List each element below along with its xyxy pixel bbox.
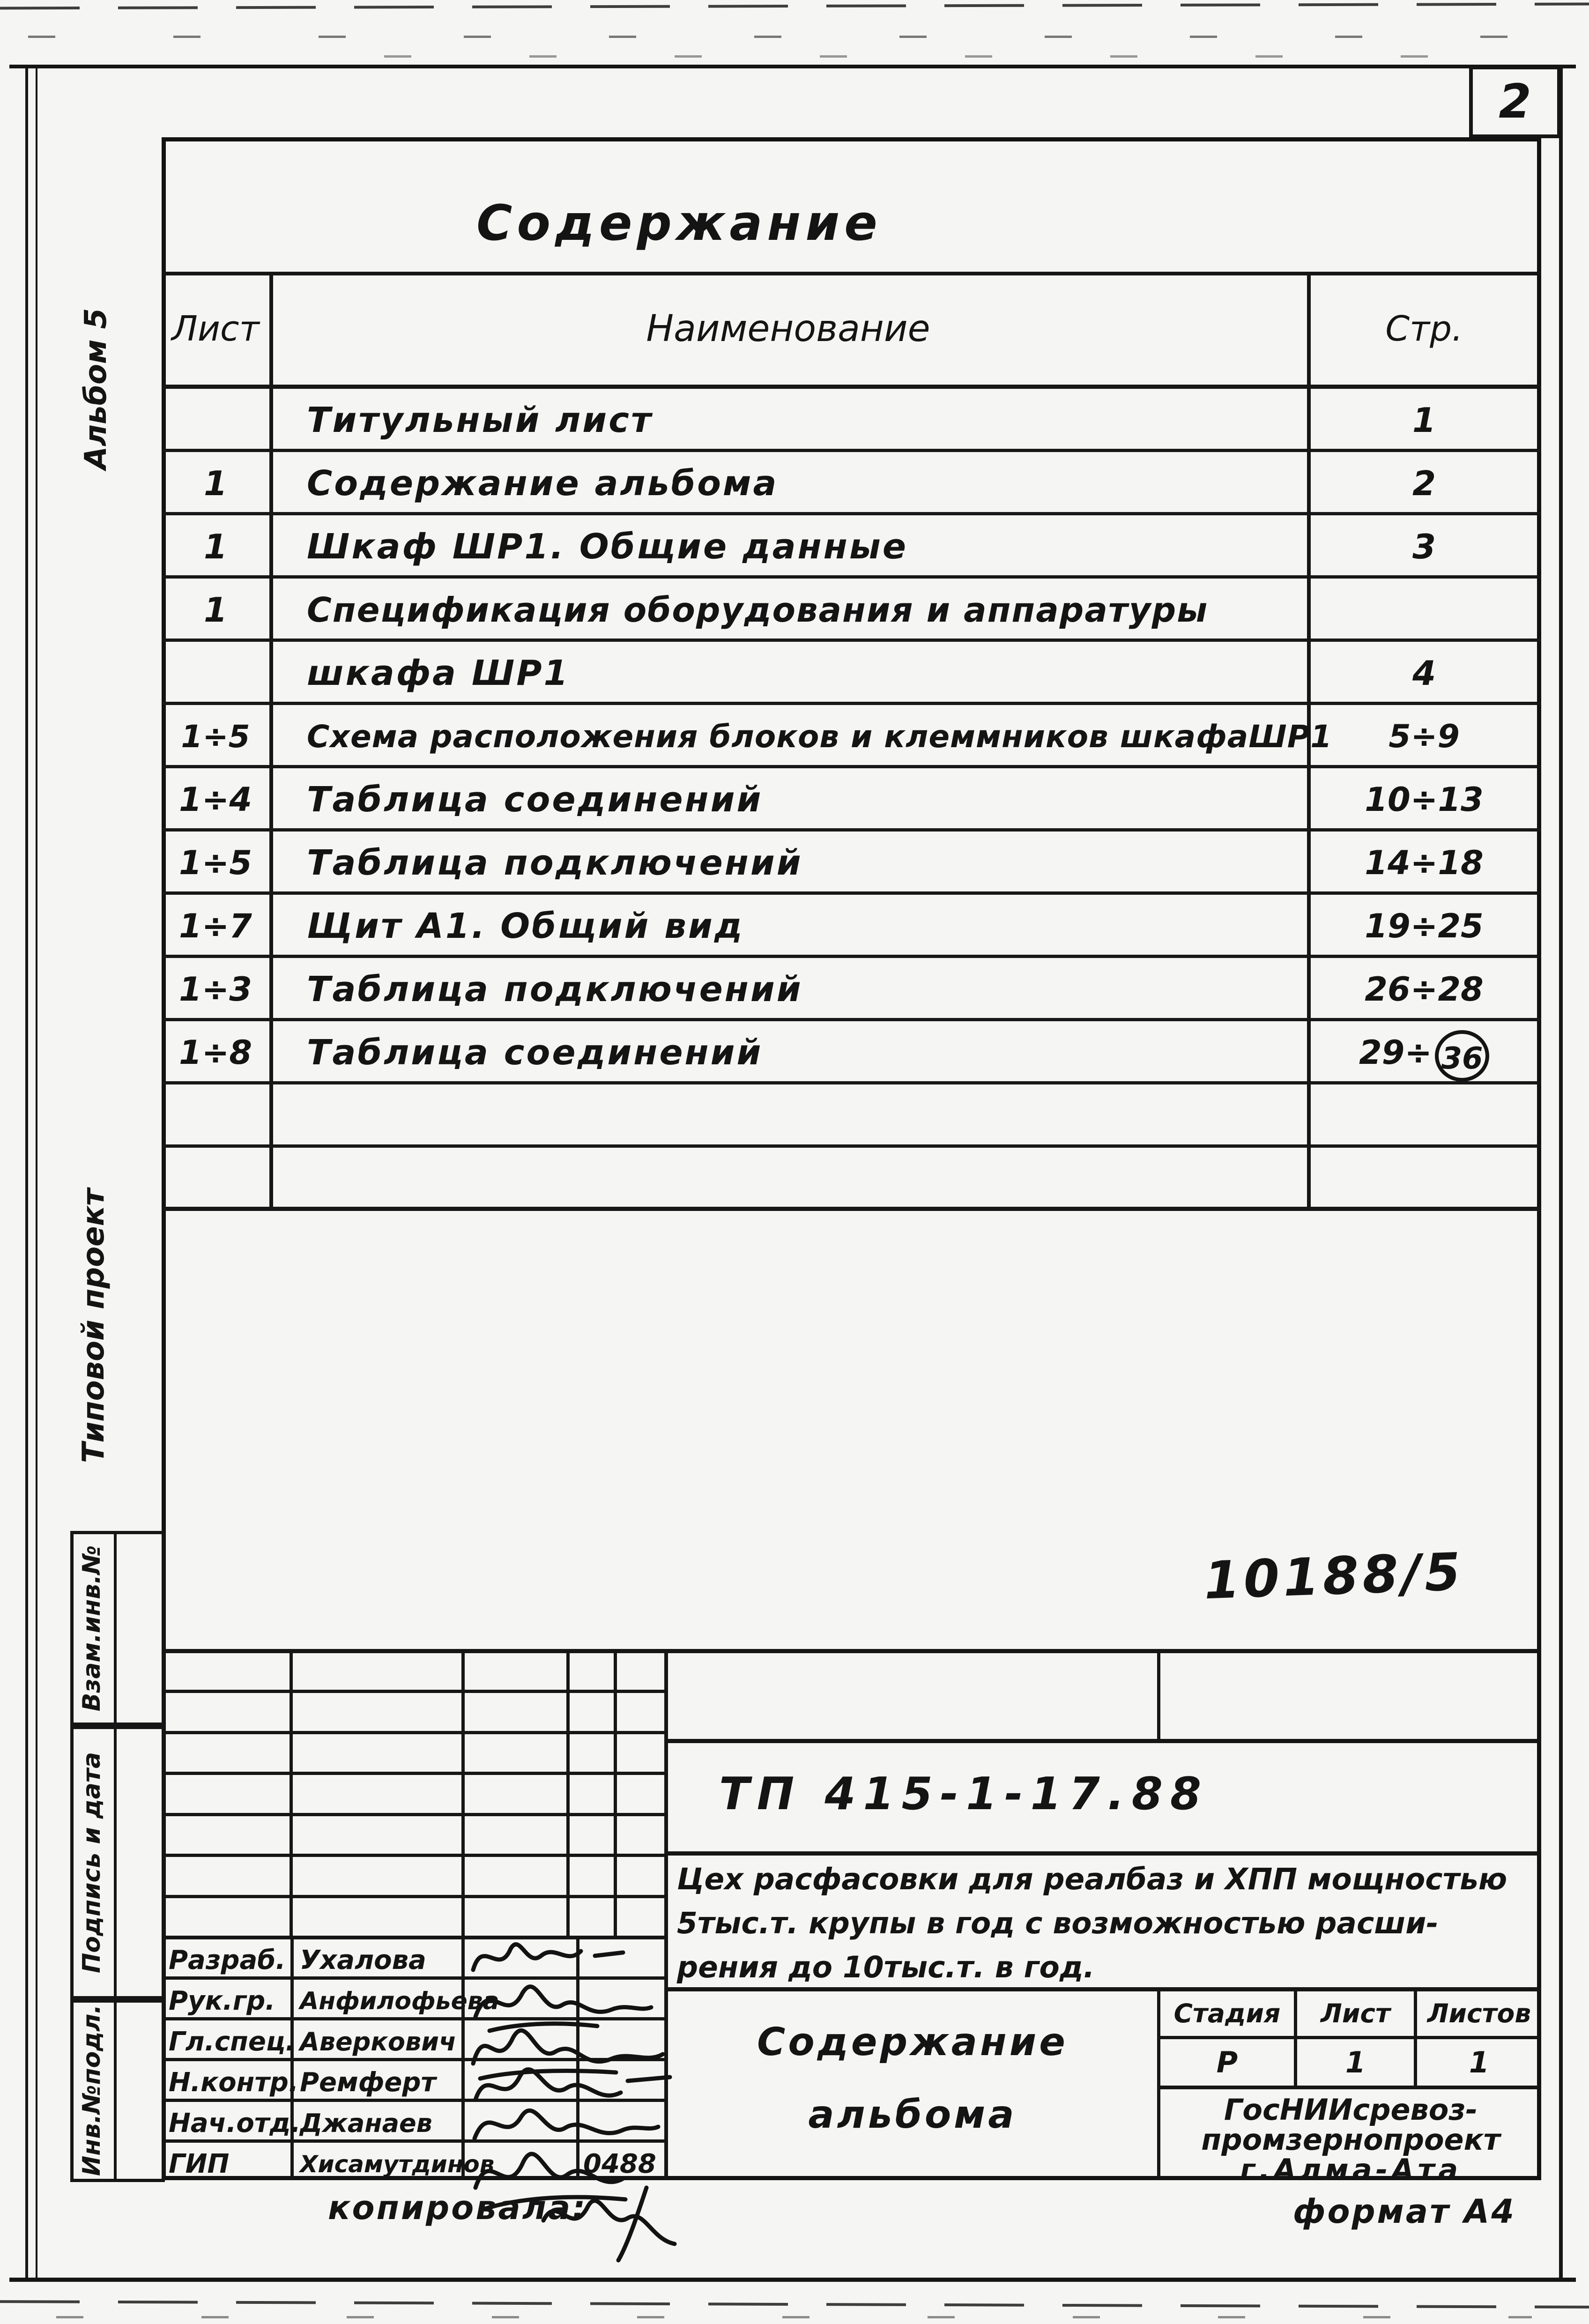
tb-top [162, 1649, 1541, 1653]
sig-name: Ремферт [300, 2067, 436, 2098]
tb-right-hline2 [664, 1851, 1541, 1856]
stage-value: Р [1216, 2045, 1238, 2079]
header-page: Стр. [1385, 309, 1463, 349]
sig-role: Разраб. [169, 1945, 286, 1975]
stage-value: 1 [1345, 2045, 1366, 2079]
album-label: Альбом 5 [79, 308, 113, 470]
organization-cell [1160, 2095, 1541, 2185]
toc-row [162, 579, 1541, 642]
rev-hline [162, 1813, 664, 1816]
toc-sheet [162, 389, 269, 449]
stamp-label-inv: Инв.№подл. [78, 2004, 106, 2176]
toc-sheet: 1÷8 [178, 1033, 252, 1072]
torn-edge-top [0, 3, 1589, 10]
toc-name: Спецификация оборудования и аппаратуры [307, 590, 1209, 630]
stage-header: Стадия [1173, 1998, 1281, 2028]
toc-page: 1 [1412, 401, 1436, 440]
sig-name: Анфилофьева [300, 1987, 499, 2015]
stage-value: 1 [1469, 2045, 1490, 2079]
toc-row [162, 832, 1541, 895]
toc-row-empty [162, 1148, 1541, 1211]
toc-name: шкафа ШР1 [307, 653, 570, 693]
description-line: 5тыс.т. крупы в год с возможностью расши- [677, 1906, 1439, 1940]
sheet-border-right [1559, 65, 1563, 2281]
sheet-border-left-outer [25, 65, 28, 2281]
sig-role: Нач.отд. [169, 2108, 301, 2138]
toc-row [162, 768, 1541, 832]
toc-name: Титульный лист [307, 400, 653, 440]
project-description [677, 1857, 1534, 1990]
torn-edge-bottom2 [56, 2316, 1532, 2318]
stage-header: Лист [1321, 1998, 1390, 2028]
organization-line: г.Алма-Ата [1240, 2153, 1462, 2187]
rev-hline [162, 1895, 664, 1898]
sheet-border-bottom [9, 2278, 1576, 2282]
toc-page: 26÷28 [1365, 970, 1484, 1009]
toc-page: 10÷13 [1365, 780, 1484, 819]
toc-sheet: 1÷3 [178, 970, 252, 1009]
description-line: Цех расфасовки для реалбаз и ХПП мощностью [677, 1862, 1507, 1896]
table-header-row [162, 272, 1541, 389]
toc-name: Шкаф ШР1. Общие данные [307, 527, 908, 567]
project-type-label: Типовой проект [76, 1188, 111, 1463]
format-label: формат А4 [1293, 2192, 1516, 2231]
copied-by-signature-mark [529, 2178, 707, 2263]
toc-sheet: 1 [203, 590, 228, 630]
sig-role: Н.контр. [169, 2067, 299, 2098]
toc-name: Схема расположения блоков и клеммников шкафаШР1 [307, 719, 1333, 755]
toc-sheet: 1 [203, 527, 228, 566]
stamp-box-divider [114, 1531, 117, 2182]
stamp-label-podpis: Подпись и дата [78, 1752, 106, 1974]
toc-page: 4 [1412, 653, 1436, 693]
inventory-number: 10188/5 [1203, 1541, 1465, 1611]
toc-sheet: 1÷5 [181, 719, 250, 755]
toc-row [162, 958, 1541, 1021]
toc-row [162, 705, 1541, 768]
sig-role: Гл.спец. [169, 2027, 296, 2057]
sig-name: Ухалова [300, 1945, 426, 1975]
toc-name: Щит А1. Общий вид [307, 906, 744, 946]
stage-hline-2 [1157, 2086, 1541, 2089]
title-block [162, 1649, 1541, 2187]
toc-row [162, 895, 1541, 958]
perforation-dashes-upper [28, 36, 1546, 38]
copied-by-label: копировала: [328, 2189, 587, 2227]
description-line: рения до 10тыс.т. в год. [677, 1950, 1095, 1984]
toc-name: Таблица подключений [307, 843, 803, 883]
torn-edge-bottom [0, 2300, 1589, 2309]
stage-hline-1 [1157, 2036, 1541, 2039]
sig-role: Рук.гр. [169, 1986, 275, 2016]
tb-right-vline-top [1157, 1649, 1160, 1742]
sheet-border-left-inner [36, 65, 37, 2281]
contents-title: Содержание [476, 194, 882, 252]
organization-line: ГосНИИсревоз- [1224, 2093, 1478, 2127]
toc-name: Таблица подключений [307, 969, 803, 1010]
sig-date: 0488 [583, 2149, 656, 2179]
contents-table [162, 272, 1541, 1211]
toc-page [1307, 579, 1541, 639]
toc-name: Таблица соединений [307, 780, 763, 820]
rev-hline [162, 1731, 664, 1734]
stage-header: Листов [1427, 1998, 1531, 2028]
sig-name: Джанаев [300, 2109, 432, 2138]
toc-row [162, 642, 1541, 705]
sig-role: ГИП [169, 2149, 230, 2179]
rev-hline [162, 1772, 664, 1775]
stamp-label-vzam: Взам.инв.№ [78, 1545, 106, 1712]
toc-page-prefix: 29÷ [1359, 1033, 1433, 1072]
header-sheet: Лист [171, 309, 260, 349]
organization-line: промзернопроект [1201, 2123, 1500, 2157]
sheet-title-line: альбома [808, 2093, 1017, 2137]
toc-row [162, 1021, 1541, 1084]
toc-page: 14÷18 [1365, 844, 1484, 882]
rev-hline [162, 1854, 664, 1857]
toc-sheet [162, 642, 269, 702]
toc-sheet: 1÷5 [178, 844, 252, 882]
toc-row [162, 515, 1541, 579]
toc-page: 19÷25 [1365, 907, 1484, 945]
toc-row [162, 389, 1541, 452]
toc-page: 5÷9 [1389, 718, 1460, 755]
rev-vline [290, 1649, 293, 1939]
toc-page: 2 [1412, 464, 1436, 503]
page-number: 2 [1499, 74, 1531, 129]
rev-hline [162, 1690, 664, 1693]
sig-name: Аверкович [300, 2027, 457, 2057]
toc-name: Содержание альбома [307, 463, 779, 504]
toc-row-empty [162, 1084, 1541, 1148]
toc-page-with-circle [1307, 1021, 1541, 1081]
toc-name: Таблица соединений [307, 1032, 763, 1073]
toc-row [162, 452, 1541, 515]
sig-name: Хисамутдинов [300, 2151, 495, 2178]
stage-vline-left [1157, 1987, 1160, 2180]
doc-number: ТП 415-1-17.88 [719, 1768, 1209, 1820]
toc-page: 3 [1412, 527, 1436, 566]
perforation-dashes-inner [384, 55, 1462, 58]
sheet-title-line: Содержание [757, 2020, 1068, 2064]
sheet-title-cell [668, 1987, 1157, 2180]
circled-page-number: 36 [1435, 1030, 1489, 1082]
toc-sheet: 1÷7 [178, 907, 252, 945]
header-name: Наименование [646, 308, 930, 350]
toc-sheet: 1 [203, 464, 228, 503]
rev-vline [566, 1649, 570, 1939]
toc-sheet: 1÷4 [178, 780, 252, 819]
sheet-border-top [9, 65, 1576, 68]
tb-right-hline1 [664, 1739, 1541, 1743]
rev-vline [614, 1649, 617, 1939]
